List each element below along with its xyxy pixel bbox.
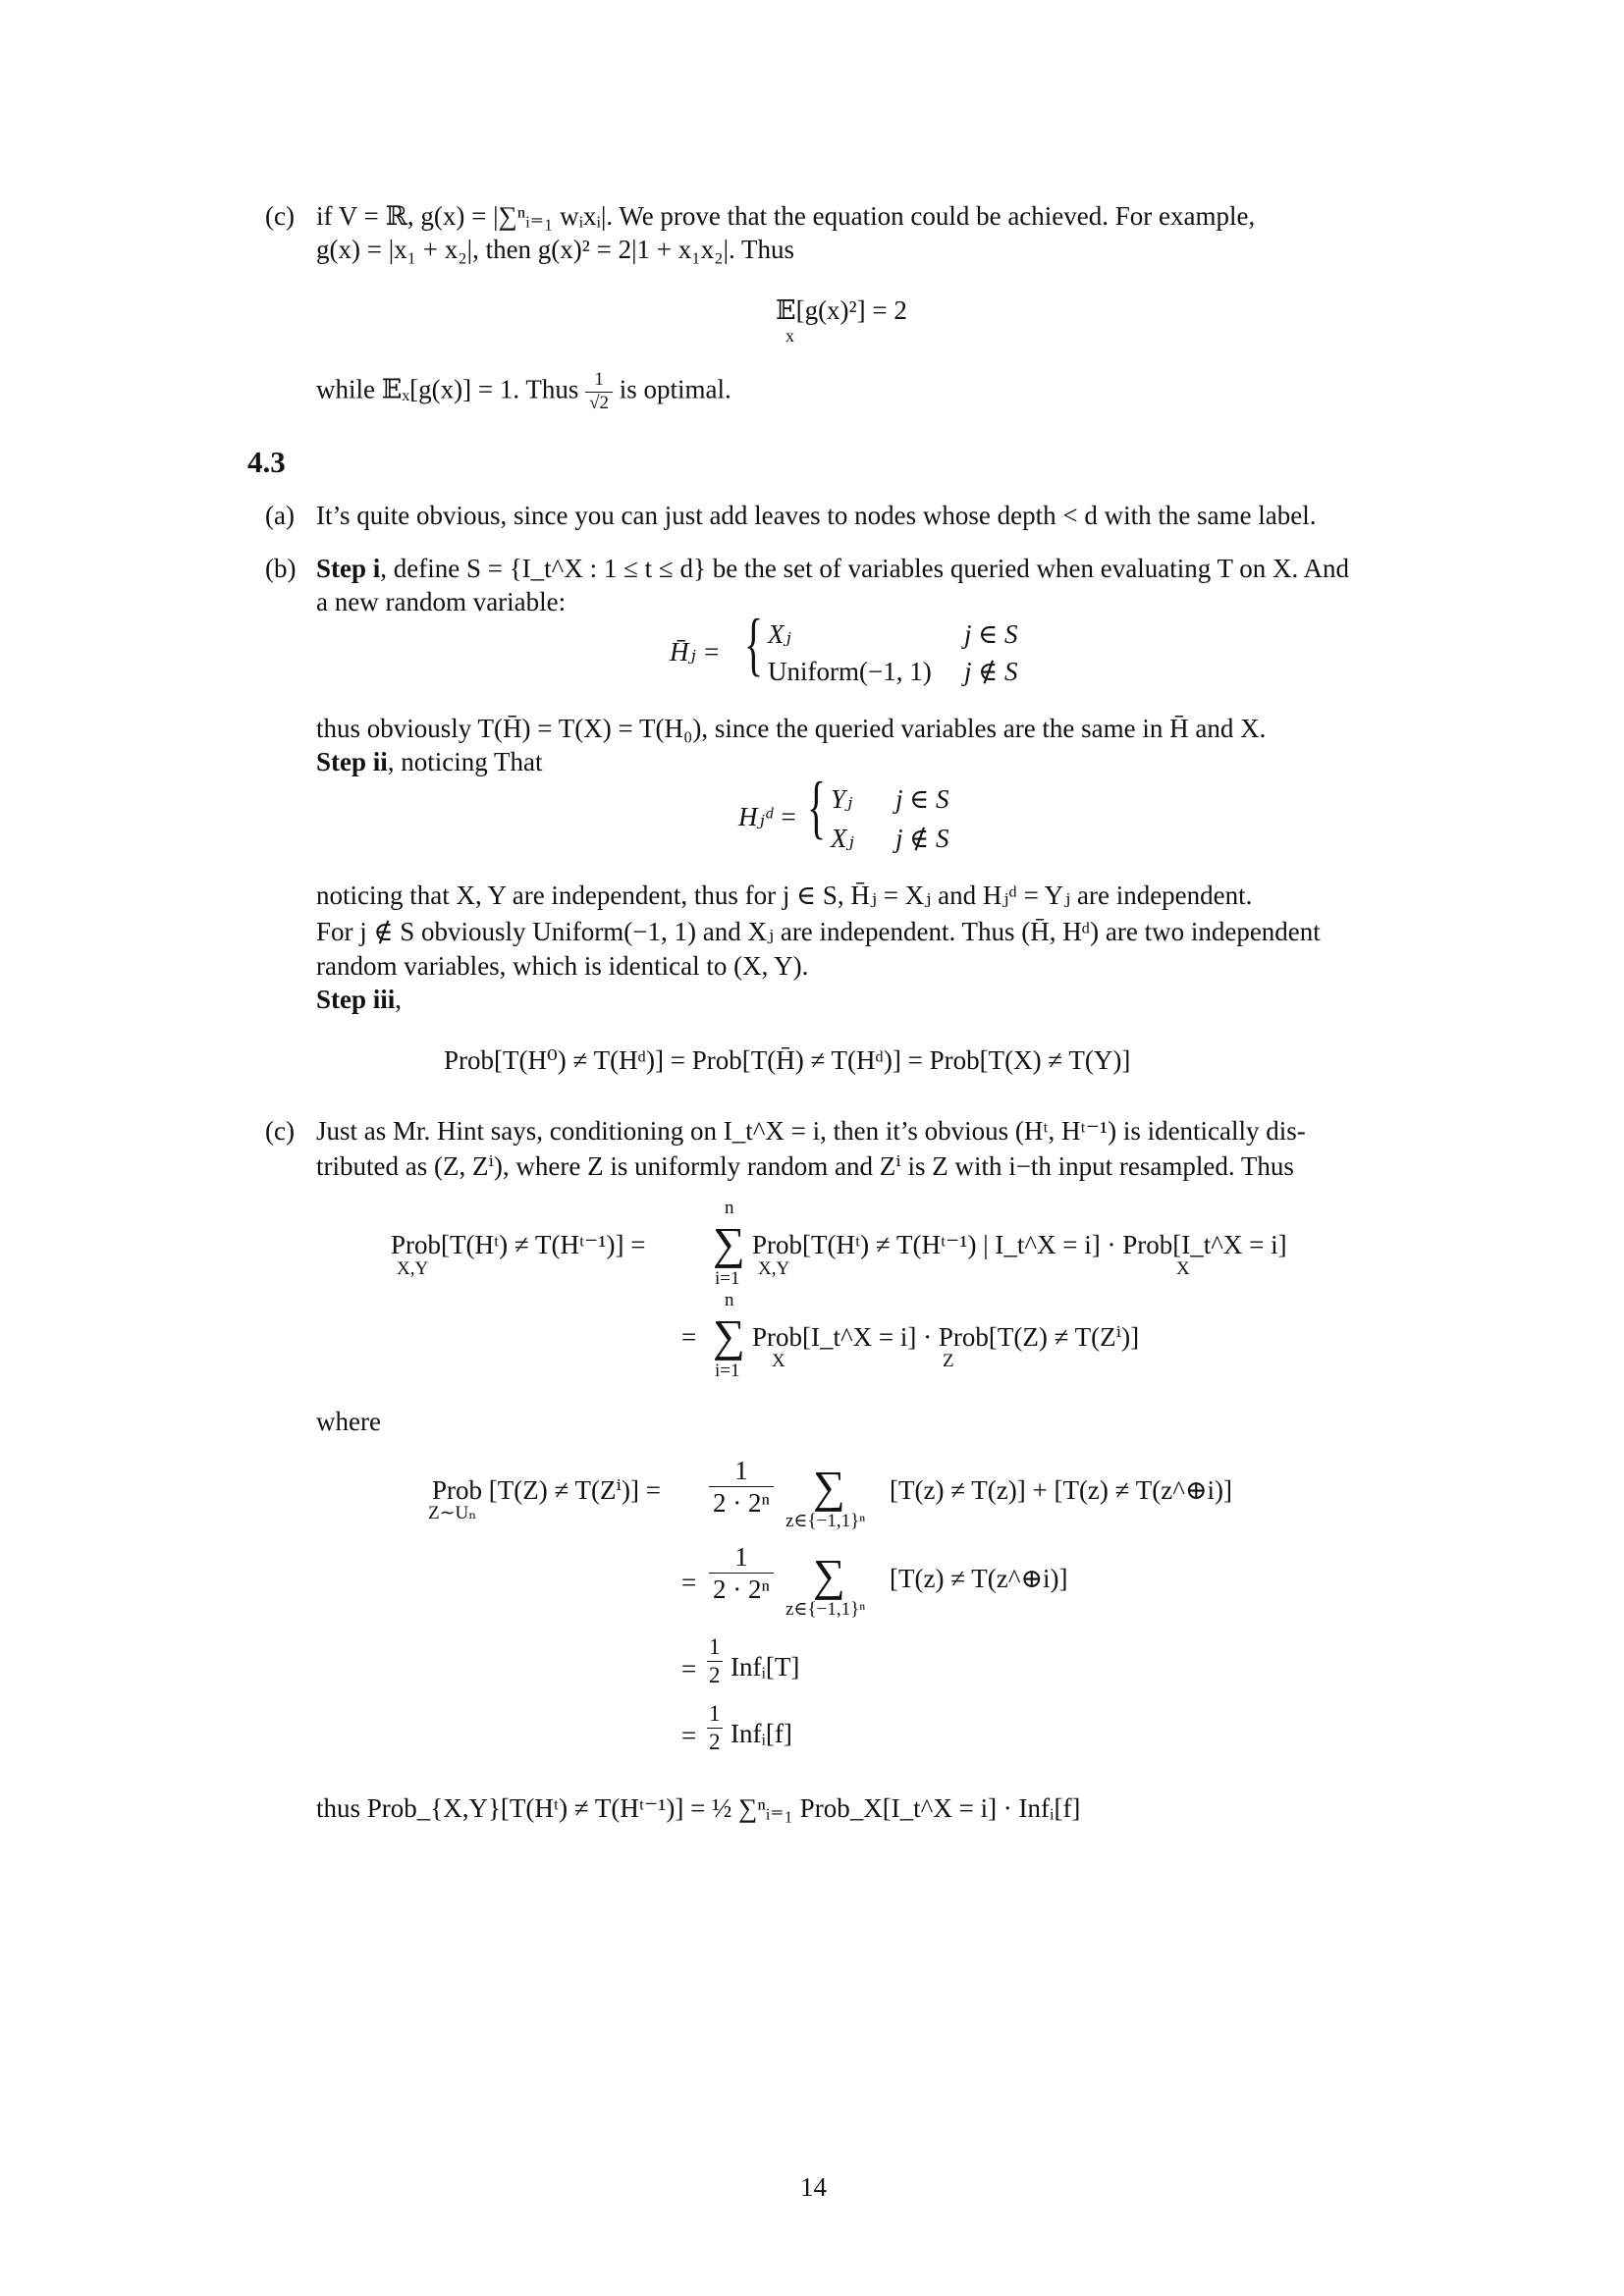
eq3-rhs: [T(z) ≠ T(z)] + [T(z) ≠ T(z^⊕i)] [890,1475,1232,1505]
page-number: 14 [800,2172,827,2202]
section-title: 4.3 [247,445,286,479]
c1-fraction-denominator: √2 [589,392,610,413]
eq3-fraction [709,1455,774,1520]
b-line1 [316,553,1349,584]
eq1-lhs: Prob[T(Hᵗ) ≠ T(Hᵗ⁻¹)] = [391,1230,646,1259]
eq5-fraction-body [707,1633,723,1688]
step-iii-rest: , [395,985,403,1014]
b-line2: a new random variable: [316,587,567,616]
left-brace-icon: { [744,605,764,683]
a-text: It’s quite obvious, since you can just add leaves to nodes whose depth < d with the same label. [316,501,1317,530]
hbar-case1-value: Xⱼ [768,619,791,649]
eq6-fraction [707,1700,723,1755]
item-label-b: (b) [265,554,297,583]
step-iii-label: Step iii [316,985,396,1014]
eq2-sum-lower: i=1 [715,1361,740,1381]
eq1-lhs-subscript: X,Y [397,1258,429,1279]
b-step-ii [316,746,543,777]
eq2-sum-upper: n [725,1290,734,1310]
c1-line3-end: is optimal. [619,374,731,404]
c2-final-line: thus Prob_{X,Y}[T(Hᵗ) ≠ T(Hᵗ⁻¹)] = ½ ∑ⁿᵢ₌₁ Prob_X[I_t^X = i] · Infᵢ[f] [316,1793,1081,1823]
eq1-sum-lower: i=1 [715,1268,740,1289]
hd-case2-value: Xⱼ [831,824,854,853]
c1-fraction-numerator: 1 [585,369,613,393]
hbar-case2-condition: j ∉ S [964,657,1018,686]
sum-icon-1: ∑ [713,1218,745,1268]
eq4-fraction [709,1541,774,1606]
item-label-c2: (c) [265,1116,295,1146]
eq5-equals: = [681,1654,697,1683]
eq6-rhs: Infᵢ[f] [731,1719,792,1748]
eq6-fraction-body [707,1700,723,1755]
c2-line1: Just as Mr. Hint says, conditioning on I_t^X = i, then it’s obvious (Hᵗ, Hᵗ⁻¹) is identically dis- [316,1116,1306,1146]
eq1-sum-upper: n [725,1198,734,1218]
eq6-fraction-numerator: 1 [707,1700,723,1729]
b-line6: random variables, which is identical to (X, Y). [316,951,809,981]
where-label: where [316,1407,381,1436]
c1-line2: g(x) = |x₁ + x₂|, then g(x)² = 2|1 + x₁x₂|. Thus [316,235,794,264]
eq5-rhs: Infᵢ[T] [731,1652,800,1682]
b-prob-equation: Prob[T(H⁰) ≠ T(Hᵈ)] = Prob[T(H̄) ≠ T(Hᵈ)] = Prob[T(X) ≠ T(Y)] [444,1045,1131,1075]
hbar-case1-condition: j ∈ S [964,619,1018,649]
c1-expectation-equation: 𝔼[g(x)²] = 2 [776,295,907,325]
eq5-fraction-denominator: 2 [709,1662,721,1687]
eq2-rhs: Prob[I_t^X = i] · Prob[T(Z) ≠ T(Zⁱ)] [752,1322,1140,1352]
eq2-subscript-1: X [772,1351,785,1371]
eq5-fraction-numerator: 1 [707,1633,723,1662]
eq5-fraction [707,1633,723,1688]
eq4-sum-lower: z∈{−1,1}ⁿ [785,1599,866,1620]
eq1-rhs: Prob[T(Hᵗ) ≠ T(Hᵗ⁻¹) | I_t^X = i] · Prob[I_t^X = i] [752,1230,1287,1259]
eq1-rhs-subscript-1: X,Y [758,1258,790,1279]
eq3-fraction-numerator: 1 [709,1455,774,1487]
eq2-equals: = [681,1322,697,1352]
b-line5: For j ∉ S obviously Uniform(−1, 1) and Xⱼ are independent. Thus (H̄, Hᵈ) are two independent [316,917,1321,946]
b-line3: thus obviously T(H̄) = T(X) = T(H₀), since the queried variables are the same in H̄ and X. [316,714,1267,743]
eq3-fraction-denominator: 2 · 2ⁿ [713,1488,770,1519]
c1-line1: if V = ℝ, g(x) = |∑ⁿᵢ₌₁ wᵢxᵢ|. We prove that the equation could be achieved. For example, [316,201,1256,231]
b-line4: noticing that X, Y are independent, thus for j ∈ S, H̄ⱼ = Xⱼ and Hⱼᵈ = Yⱼ are independent. [316,881,1253,910]
sum-icon-2: ∑ [713,1310,745,1361]
hd-case1-value: Yⱼ [831,784,853,814]
eq6-equals: = [681,1721,697,1750]
step-i-label: Step i [316,554,381,583]
c2-line2: tributed as (Z, Zⁱ), where Z is uniformly random and Zⁱ is Z with i−th input resampled. Thus [316,1151,1294,1181]
eq4-fraction-body [709,1541,774,1606]
eq4-fraction-numerator: 1 [709,1541,774,1574]
hbar-case2-value: Uniform(−1, 1) [768,657,932,686]
eq1-rhs-subscript-2: X [1176,1258,1190,1279]
item-label-a: (a) [265,501,295,530]
eq2-subscript-2: Z [943,1351,954,1371]
c1-line3-start: while 𝔼ₓ[g(x)] = 1. Thus [316,374,579,404]
eq3-sum-lower: z∈{−1,1}ⁿ [785,1511,866,1531]
sum-icon-4: ∑ [813,1550,845,1600]
left-brace-icon-2: { [807,768,827,846]
eq3-lhs-subscript: Z∼Uₙ [428,1503,477,1523]
item-label-c1: (c) [265,201,295,231]
hbar-lhs: H̄ⱼ = [670,637,721,667]
eq4-equals: = [681,1568,697,1597]
eq3-fraction-body [709,1455,774,1520]
hd-case2-condition: j ∉ S [895,824,949,853]
eq3-lhs: Prob [T(Z) ≠ T(Zⁱ)] = [432,1475,661,1505]
c1-line3 [316,369,731,415]
hd-case1-condition: j ∈ S [895,784,949,814]
c1-fraction [585,369,613,415]
b-line1-rest: , define S = {I_t^X : 1 ≤ t ≤ d} be the set of variables queried when evaluating T on X. And [380,554,1350,583]
hd-lhs: Hⱼᵈ = [738,802,797,831]
step-ii-label: Step ii [316,747,388,776]
b-step-iii [316,984,402,1015]
eq4-rhs: [T(z) ≠ T(z^⊕i)] [890,1564,1068,1593]
c1-expectation-subscript: x [785,326,794,346]
eq4-fraction-denominator: 2 · 2ⁿ [713,1575,770,1605]
sum-icon-3: ∑ [813,1462,845,1512]
eq6-fraction-denominator: 2 [709,1729,721,1754]
step-ii-rest: , noticing That [387,747,543,776]
